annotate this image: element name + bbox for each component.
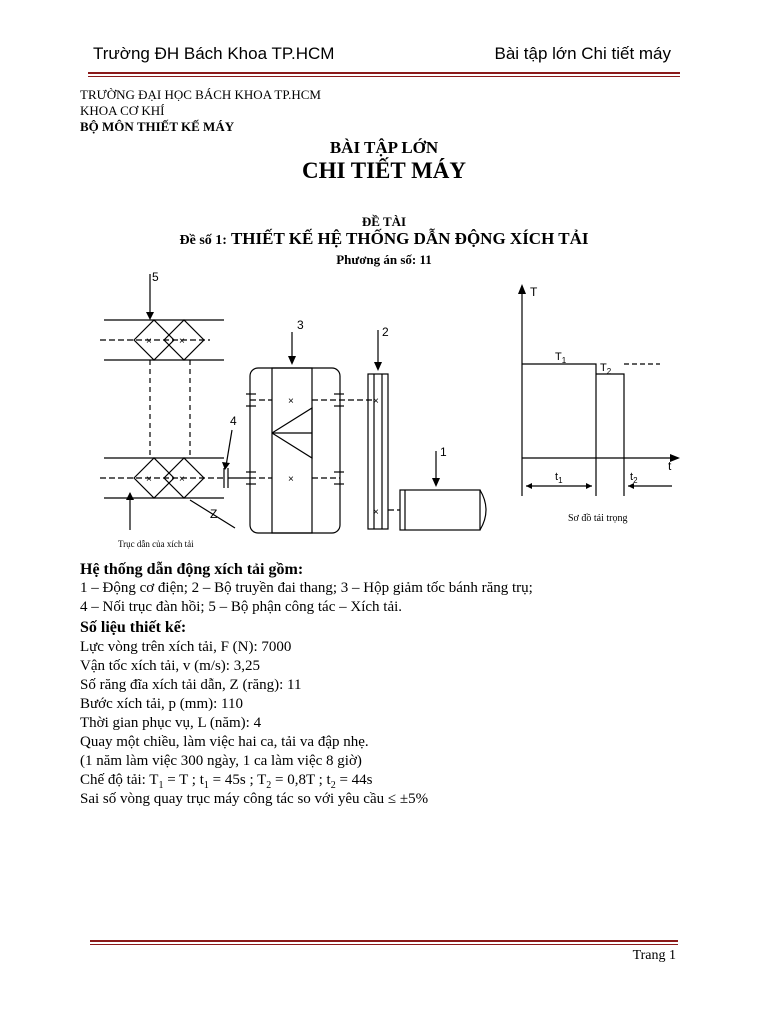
institution-faculty: KHOA CƠ KHÍ [80, 103, 165, 118]
spec-item: Quay một chiều, làm việc hai ca, tải va đập nhẹ. [80, 734, 369, 750]
label-5: 5 [152, 270, 159, 284]
label-z: Z [210, 507, 218, 521]
load-caption: Sơ đồ tải trọng [568, 513, 628, 524]
mechanism-diagram [100, 268, 690, 553]
svg-text:×: × [373, 507, 379, 518]
footer-rule [90, 940, 678, 942]
load-axis-t: t [668, 459, 672, 473]
system-line2: 4 – Nối trục đàn hồi; 5 – Bộ phận công tác – Xích tải. [80, 599, 403, 615]
specs-heading: Số liệu thiết kế: [80, 619, 187, 636]
spec-item: Vận tốc xích tải, v (m/s): 3,25 [80, 658, 260, 674]
electric-motor [400, 490, 486, 530]
spec-error: Sai số vòng quay trục máy công tác so với yêu cầu ≤ ±5% [80, 791, 429, 807]
top-sprockets [100, 320, 224, 360]
page-number: Trang 1 [632, 948, 676, 963]
topic-line [0, 229, 768, 249]
label-2: 2 [382, 325, 389, 339]
belt-drive [368, 374, 400, 529]
load-diagram [518, 284, 680, 524]
load-axis-T: T [530, 285, 538, 299]
svg-text:×: × [179, 336, 185, 347]
label-4: 4 [230, 414, 237, 428]
spec-item: Thời gian phục vụ, L (năm): 4 [80, 715, 262, 731]
topic-variant: Phương án số: 11 [336, 252, 432, 267]
topic-label: ĐỀ TÀI [361, 214, 407, 229]
header-right: Bài tập lớn Chi tiết máy [494, 44, 671, 63]
header-rule-thin [88, 76, 680, 77]
label-1: 1 [440, 445, 447, 459]
svg-text:×: × [373, 396, 379, 407]
load-T2: $T_2$ [600, 362, 612, 376]
system-line1: 1 – Động cơ điện; 2 – Bộ truyền đai thang; 3 – Hộp giảm tốc bánh răng trụ; [80, 580, 533, 596]
spec-item: Số răng đĩa xích tải dẫn, Z (răng): 11 [80, 677, 302, 693]
svg-text:×: × [179, 474, 185, 485]
spec-item: Bước xích tải, p (mm): 110 [80, 696, 243, 712]
gearbox [246, 368, 375, 533]
footer-rule-thin [90, 944, 678, 945]
header-left: Trường ĐH Bách Khoa TP.HCM [93, 44, 335, 63]
spec-load-mode: Chế độ tải: $T_1 = T$ ; $t_1 = 45s$ ; $T_2 = 0,8T$ ; $t_2 = 44s$ [80, 772, 373, 791]
label-3: 3 [297, 318, 304, 332]
institution-department: BỘ MÔN THIẾT KẾ MÁY [80, 119, 235, 134]
svg-text:×: × [146, 474, 152, 485]
load-t2: $t_2$ [630, 471, 638, 485]
bottom-sprockets [100, 458, 225, 498]
svg-text:×: × [288, 396, 294, 407]
topic-name: THIẾT KẾ HỆ THỐNG DẪN ĐỘNG XÍCH TẢI [230, 229, 589, 248]
title-line2: CHI TIẾT MÁY [301, 158, 467, 183]
system-heading: Hệ thống dẫn động xích tải gồm: [80, 561, 304, 578]
svg-text:×: × [146, 336, 152, 347]
svg-text:×: × [288, 474, 294, 485]
topic-number: Đề số 1: [179, 233, 227, 248]
spec-item: (1 năm làm việc 300 ngày, 1 ca làm việc 8 giờ) [80, 753, 362, 769]
title-line1: BÀI TẬP LỚN [329, 138, 439, 157]
caption-drive-shaft: Trục dẫn của xích tải [118, 539, 194, 549]
load-t1: $t_1$ [555, 471, 563, 485]
load-T1: $T_1$ [555, 351, 567, 365]
spec-item: Lực vòng trên xích tải, F (N): 7000 [80, 639, 292, 655]
header-rule [88, 72, 680, 74]
institution-university: TRƯỜNG ĐẠI HỌC BÁCH KHOA TP.HCM [80, 87, 321, 102]
